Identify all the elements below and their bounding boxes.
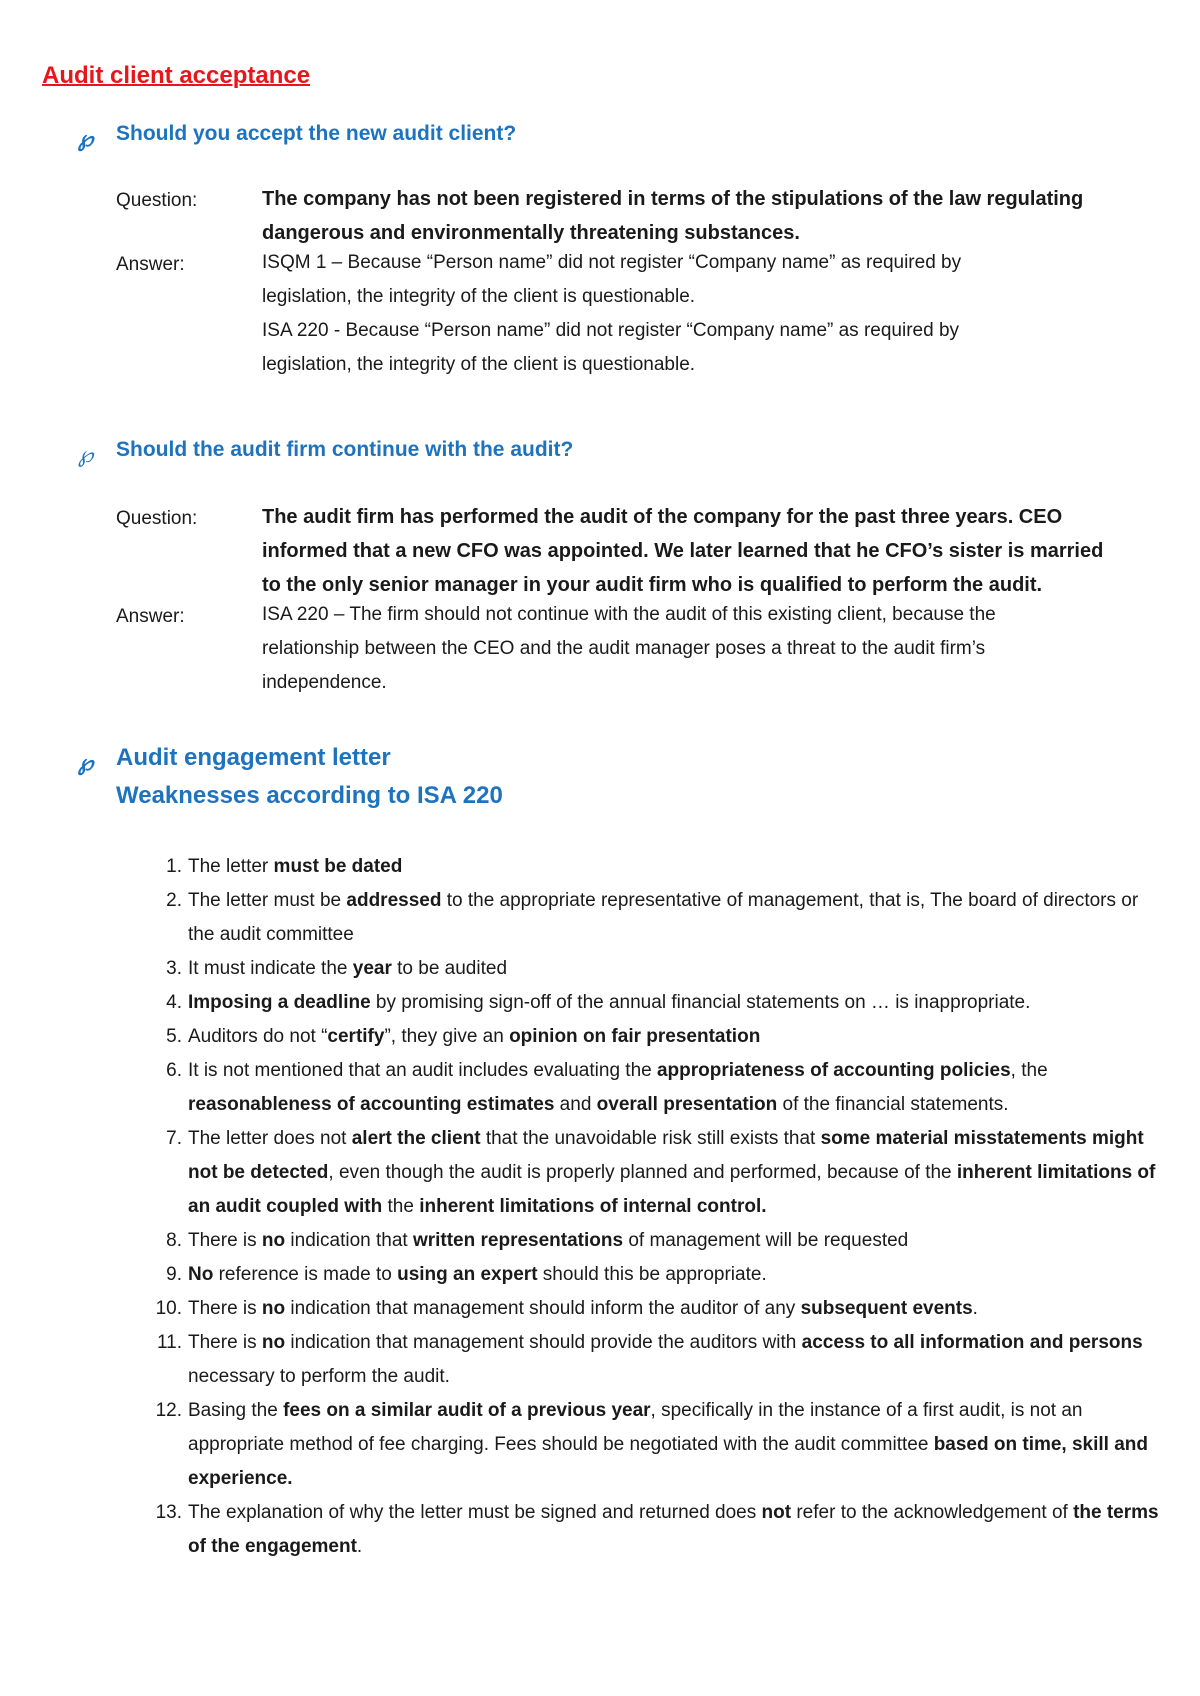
list-item-text <box>188 1128 1155 1217</box>
plain-text: should this be appropriate. <box>537 1264 767 1285</box>
list-item-number: 4. <box>166 992 182 1013</box>
emphasis-text: written representations <box>412 1230 624 1251</box>
list-item-number: 12. <box>155 1400 182 1421</box>
list-item <box>150 884 1160 952</box>
section2-question <box>262 500 1162 602</box>
emphasis-text: appropriateness of accounting policies <box>656 1060 1011 1081</box>
list-item <box>150 1258 1160 1292</box>
plain-text: of management will be requested <box>623 1230 909 1251</box>
list-item-text <box>188 1026 760 1047</box>
emphasis-text: based on time, skill and experience. <box>188 1434 1149 1489</box>
section2-answer <box>262 598 1162 700</box>
plain-text: ”, they give an <box>384 1026 510 1047</box>
section1-answer <box>262 246 1162 382</box>
list-item <box>150 1394 1160 1496</box>
list-item <box>150 1224 1160 1258</box>
plain-text: the <box>382 1196 420 1217</box>
plain-text: There is <box>188 1230 262 1251</box>
plain-text: It must indicate the <box>188 958 353 979</box>
list-item-text <box>188 1230 908 1251</box>
plain-text: to be audited <box>391 958 508 979</box>
list-item <box>150 850 1160 884</box>
plain-text: . <box>972 1298 978 1319</box>
plain-text: indication that management should provide the auditors with <box>285 1332 802 1353</box>
answer-line: relationship between the CEO and the audit manager poses a threat to the audit firm’s <box>262 638 986 659</box>
emphasis-text: overall presentation <box>596 1094 778 1115</box>
question-line: dangerous and environmentally threatening substances. <box>262 222 800 244</box>
list-item <box>150 1054 1160 1122</box>
question-line: to the only senior manager in your audit firm who is qualified to perform the audit. <box>262 574 1043 596</box>
plain-text: The explanation of why the letter must be signed and returned does <box>188 1502 762 1523</box>
plain-text: and <box>554 1094 597 1115</box>
weaknesses-list <box>150 850 1160 1564</box>
section1-heading: Should you accept the new audit client? <box>116 122 517 145</box>
list-item-number: 3. <box>166 958 182 979</box>
emphasis-text: subsequent events <box>800 1298 973 1319</box>
emphasis-text: fees on a similar audit of a previous year <box>283 1400 651 1421</box>
question-line: informed that a new CFO was appointed. We later learned that he CFO’s sister is married <box>262 540 1104 562</box>
list-item-number: 2. <box>166 890 182 911</box>
list-item-number: 7. <box>166 1128 182 1149</box>
list-item-number: 10. <box>155 1298 182 1319</box>
list-item-number: 8. <box>166 1230 182 1251</box>
list-item-number: 11. <box>156 1332 182 1353</box>
plain-text: reference is made to <box>213 1264 398 1285</box>
plain-text: that the unavoidable risk still exists that <box>480 1128 821 1149</box>
plain-text: , the <box>1010 1060 1048 1081</box>
list-item-text <box>188 1332 1143 1387</box>
list-item-number: 6. <box>166 1060 182 1081</box>
hook-p-icon: ℘ <box>78 126 94 151</box>
answer-line: legislation, the integrity of the client is questionable. <box>262 354 696 375</box>
emphasis-text: using an expert <box>397 1264 538 1285</box>
answer-line: ISA 220 – The firm should not continue with the audit of this existing client, because the <box>262 604 996 625</box>
emphasis-text: no <box>261 1298 286 1319</box>
emphasis-text: the terms of the engagement <box>188 1502 1159 1557</box>
emphasis-text: inherent limitations of internal control. <box>419 1196 767 1217</box>
list-item <box>150 1292 1160 1326</box>
plain-text: There is <box>188 1298 262 1319</box>
answer-line: legislation, the integrity of the client is questionable. <box>262 286 696 307</box>
list-item-text <box>188 1264 767 1285</box>
answer-label: Answer: <box>116 606 185 627</box>
list-item <box>150 986 1160 1020</box>
plain-text: of the financial statements. <box>777 1094 1009 1115</box>
answer-line: independence. <box>262 672 387 693</box>
question-line: The audit firm has performed the audit of the company for the past three years. CEO <box>262 506 1063 528</box>
emphasis-text: Imposing a deadline <box>188 992 371 1013</box>
hook-p-icon: ℘ <box>78 750 94 775</box>
list-item <box>150 1020 1160 1054</box>
plain-text: There is <box>188 1332 262 1353</box>
plain-text: indication that management should inform the auditor of any <box>285 1298 801 1319</box>
list-item <box>150 1122 1160 1224</box>
emphasis-text: inherent limitations of an audit coupled with <box>188 1162 1156 1217</box>
emphasis-text: not <box>761 1502 792 1523</box>
emphasis-text: access to all information and persons <box>801 1332 1143 1353</box>
plain-text: refer to the acknowledgement of <box>791 1502 1074 1523</box>
list-item-number: 13. <box>155 1502 182 1523</box>
list-item-text <box>188 1400 1148 1489</box>
plain-text: indication that <box>285 1230 413 1251</box>
section1-question <box>262 182 1162 250</box>
list-item-number: 1. <box>166 856 182 877</box>
emphasis-text: year <box>352 958 392 979</box>
list-item-number: 5. <box>166 1026 182 1047</box>
list-item-text <box>188 992 1030 1013</box>
emphasis-text: No <box>188 1264 214 1285</box>
list-item-text <box>188 856 402 877</box>
answer-line: ISQM 1 – Because “Person name” did not register “Company name” as required by <box>262 252 962 273</box>
emphasis-text: addressed <box>346 890 442 911</box>
emphasis-text: opinion on fair presentation <box>509 1026 761 1047</box>
answer-line: ISA 220 - Because “Person name” did not register “Company name” as required by <box>262 320 960 341</box>
section3-heading: Audit engagement letter <box>116 744 391 771</box>
emphasis-text: some material misstatements might not be detected <box>188 1128 1144 1183</box>
list-item-text <box>188 1298 978 1319</box>
list-item-text <box>188 1060 1048 1115</box>
plain-text: , even though the audit is properly planned and performed, because of the <box>328 1162 957 1183</box>
plain-text: to the appropriate representative of management, that is, The board of directors or the audit committee <box>188 890 1139 945</box>
emphasis-text: alert the client <box>351 1128 481 1149</box>
plain-text: The letter must be <box>188 890 347 911</box>
plain-text: , specifically in the instance of a first audit, is not an appropriate method of fee charging. Fees should be negotiated with the audit committee <box>188 1400 1083 1455</box>
plain-text: necessary to perform the audit. <box>188 1366 450 1387</box>
emphasis-text: reasonableness of accounting estimates <box>188 1094 555 1115</box>
answer-label: Answer: <box>116 254 185 275</box>
list-item-text <box>188 1502 1159 1557</box>
hook-p-icon: ℘ <box>78 442 94 467</box>
list-item-number: 9. <box>166 1264 182 1285</box>
plain-text: . <box>356 1536 363 1557</box>
emphasis-text: certify <box>327 1026 385 1047</box>
plain-text: The letter does not <box>188 1128 352 1149</box>
plain-text: Auditors do not “ <box>188 1026 328 1047</box>
emphasis-text: no <box>261 1230 286 1251</box>
question-label: Question: <box>116 508 198 529</box>
list-item <box>150 1496 1160 1564</box>
emphasis-text: no <box>261 1332 286 1353</box>
section3-subheading: Weaknesses according to ISA 220 <box>116 782 503 809</box>
list-item <box>150 1326 1160 1394</box>
question-label: Question: <box>116 190 198 211</box>
emphasis-text: must be dated <box>273 856 403 877</box>
plain-text: The letter <box>188 856 274 877</box>
list-item-text <box>188 890 1138 945</box>
page-title: Audit client acceptance <box>42 62 311 89</box>
list-item <box>150 952 1160 986</box>
question-line: The company has not been registered in terms of the stipulations of the law regulating <box>262 188 1084 210</box>
section2-heading: Should the audit firm continue with the audit? <box>116 438 574 461</box>
plain-text: by promising sign-off of the annual financial statements on … is inappropriate. <box>370 992 1031 1013</box>
plain-text: Basing the <box>188 1400 284 1421</box>
plain-text: It is not mentioned that an audit includes evaluating the <box>188 1060 657 1081</box>
list-item-text <box>188 958 507 979</box>
